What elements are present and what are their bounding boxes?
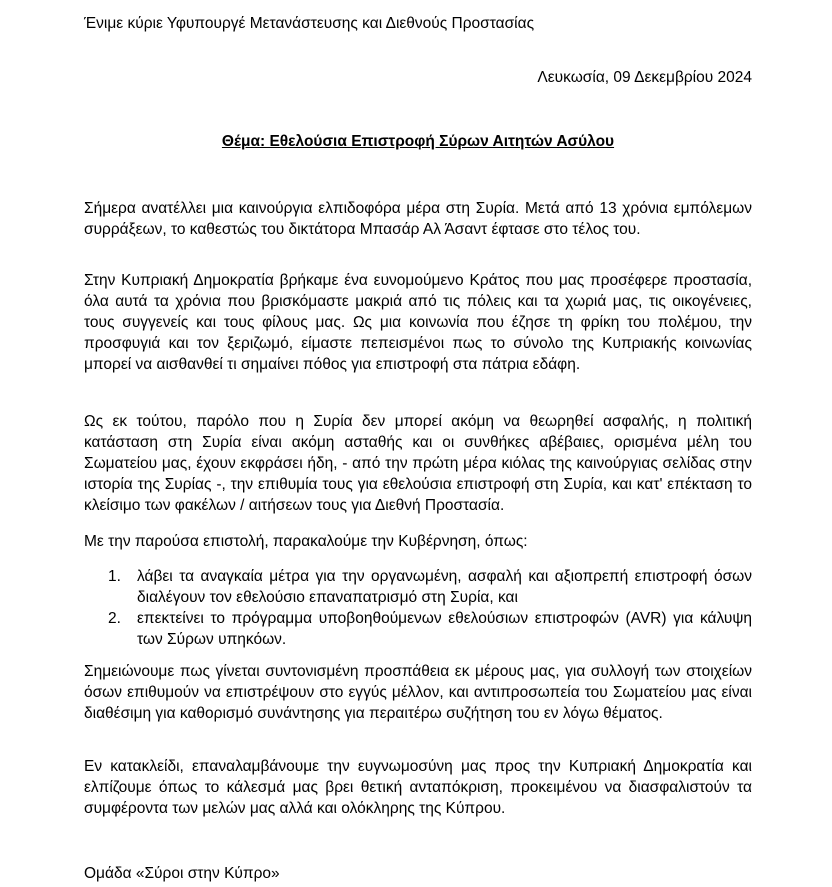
paragraph-5: Σημειώνουμε πως γίνεται συντονισμένη προσπάθεια εκ μέρους μας, για συλλογή των στοιχείων όσων επιθυμούν να επιστρέψουν στο εγγύς μέλλον, και αντιπροσωπεία του Σωματείου μας είναι διαθέσιμη για καθορισμό συνάντησης για περαιτέρω συζήτηση του εν λόγω θέματος. <box>84 663 752 722</box>
salutation: Ένιμε κύριε Υφυπουργέ Μετανάστευσης και Διεθνούς Προστασίας <box>84 15 535 32</box>
list-item-text: λάβει τα αναγκαία μέτρα για την οργανωμένη, ασφαλή και αξιοπρεπή επιστροφή όσων διαλέγουν τον εθελούσιο επαναπατρισμό στη Συρία, και <box>137 568 752 606</box>
request-list <box>84 566 752 650</box>
subject-text: Θέμα: Εθελούσια Επιστροφή Σύρων Αιτητών Ασύλου <box>221 133 615 150</box>
list-item-text: επεκτείνει το πρόγραμμα υποβοηθούμενων εθελούσιων επιστροφών (AVR) για κάλυψη των Σύρων υπηκόων. <box>137 610 752 648</box>
paragraph-3: Ως εκ τούτου, παρόλο που η Συρία δεν μπορεί ακόμη να θεωρηθεί ασφαλής, η πολιτική κατάσταση στη Συρία είναι ακόμη ασταθής και οι συνθήκες αβέβαιες, ορισμένα μέλη του Σωματείου μας, έχουν εκφράσει ήδη, - από την πρώτη μέρα κιόλας της καινούργιας σελίδας στην ιστορία της Συρίας -, την επιθυμία τους για εθελούσια επιστροφή στη Συρία, και κατ' επέκταση το κλείσιμο των φακέλων / αιτήσεων τους για Διεθνή Προστασία. <box>84 413 752 514</box>
list-item <box>84 566 752 608</box>
request-intro: Με την παρούσα επιστολή, παρακαλούμε την Κυβέρνηση, όπως: <box>84 533 528 550</box>
date-line: Λευκωσία, 09 Δεκεμβρίου 2024 <box>537 69 752 86</box>
list-item-number: 2. <box>108 610 121 627</box>
paragraph-6: Εν κατακλείδι, επαναλαμβάνουμε την ευγνωμοσύνη μας προς την Κυπριακή Δημοκρατία και ελπίζουμε όπως το κάλεσμά μας βρει θετική ανταπόκριση, προκειμένου να διασφαλιστούν τα συμφέροντα των μελών μας αλλά και ολόκληρης της Κύπρου. <box>84 758 752 817</box>
list-item-number: 1. <box>108 568 121 585</box>
paragraph-1: Σήμερα ανατέλλει μια καινούργια ελπιδοφόρα μέρα στη Συρία. Μετά από 13 χρόνια εμπόλεμων συρράξεων, το καθεστώς του δικτάτορα Μπασάρ Αλ Άσαντ έφτασε στο τέλος του. <box>84 200 752 238</box>
list-item <box>84 608 752 650</box>
paragraph-2: Στην Κυπριακή Δημοκρατία βρήκαμε ένα ευνομούμενο Κράτος που μας προσέφερε προστασία, όλα αυτά τα χρόνια που βρισκόμαστε μακριά από τις πόλεις και τα χωριά μας, τις οικογένειες, τους συγγενείς και τους φίλους μας. Ως μια κοινωνία που έζησε τη φρίκη του πολέμου, την προσφυγιά και τον ξεριζωμό, είμαστε πεπεισμένοι πως το σύνολο της Κυπριακής κοινωνίας μπορεί να αισθανθεί τι σημαίνει πόθος για επιστροφή στα πάτρια εδάφη. <box>84 272 752 373</box>
signature: Ομάδα «Σύροι στην Κύπρο» <box>84 865 280 882</box>
subject-heading <box>0 132 832 152</box>
